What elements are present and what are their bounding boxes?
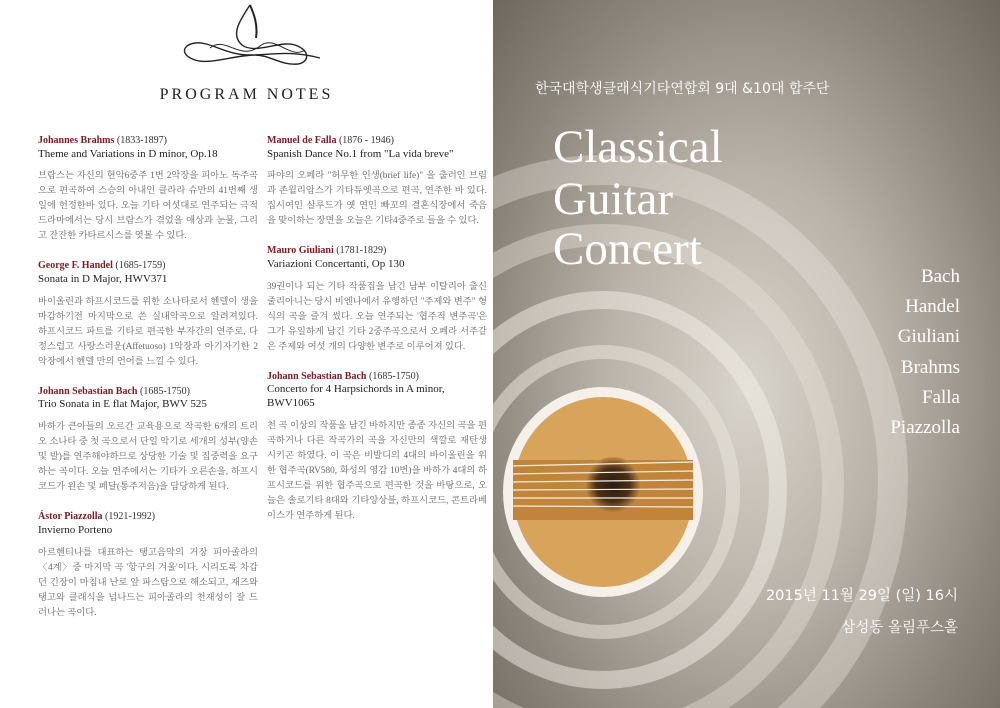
composer-name: Johann Sebastian Bach xyxy=(267,370,367,382)
composer-heading xyxy=(38,511,258,524)
composer-name: Falla xyxy=(922,386,960,408)
composer-years: (1685-1759) xyxy=(115,260,166,272)
composer-list xyxy=(890,262,960,443)
composer-name: Giuliani xyxy=(897,326,960,348)
composer-heading xyxy=(267,135,487,148)
composer-name: Brahms xyxy=(900,356,960,378)
work-title: Trio Sonata in E flat Major, BWV 525 xyxy=(38,398,207,411)
composer-heading xyxy=(38,135,258,148)
concert-date: 2015년 11월 29일 (일) 16시 xyxy=(765,588,958,604)
composer-name: Johannes Brahms xyxy=(38,135,115,146)
composer-name: Mauro Giuliani xyxy=(267,245,334,257)
composer-heading xyxy=(38,386,258,399)
work-description: 브람스는 자신의 현악6중주 1번 2악장을 피아노 독주곡으로 편곡하여 스승의 아내인 클라라 슈만의 41번째 생일에 헌정한바 있다. 오늘 기타 여섯대로 연주되는 극적 드라마에서는 당시 브람스가 겪었을 애상과 눈물, 그리고 잔잔한 카타르시스를 엿볼 수 있다. xyxy=(38,171,258,242)
composer-name: Johann Sebastian Bach xyxy=(38,385,138,397)
work-title: Theme and Variations in D minor, Op.18 xyxy=(38,147,218,160)
title-line-1: Classical xyxy=(553,121,723,173)
work-description: 아르헨티나를 대표하는 탱고음악의 거장 피아졸라의 〈4계〉중 마지막 곡 '항구의 겨울'이다. 시리도록 차갑던 긴장이 마침내 난로 앞 파스탐으로 해소되고, 재즈와 탱고와 클래식을 넘나드는 피아졸라의 천재성이 잘 드러나는 곡이다. xyxy=(38,547,258,618)
notes-column-2 xyxy=(267,135,487,540)
work-description: 파야의 오페라 "허무한 인생(brief life)" 을 출러인 브림과 존윌리암스가 기타듀엣곡으로 편곡, 연주한 바 있다. 집시여인 살루드가 옛 연인 빠꼬의 결혼식장에서 죽음을 맞이하는 장면을 오늘은 기타4중주로 들을 수 있다. xyxy=(267,171,487,227)
work-description: 바이올린과 하프시코드를 위한 소나타로서 헨델이 생을 마감하기전 마지막으로 쓴 실내악곡으로 알려져있다. 하프시코드 파트를 기타로 편곡한 부자간의 연주로, 다정스럽고 사랑스러운(Affetuoso) 1악장과 아기자기한 2악장에서 헨델 만의 언어를 느낄 수 있다. xyxy=(38,296,258,367)
program-notes-page xyxy=(0,0,493,708)
title-line-3: Concert xyxy=(553,223,702,275)
composer-heading xyxy=(267,245,487,258)
program-entry xyxy=(267,135,487,229)
composer-name: Piazzolla xyxy=(890,417,960,439)
composer-name: Ástor Piazzolla xyxy=(38,511,103,523)
composer-name: Bach xyxy=(920,266,960,287)
work-title: Spanish Dance No.1 from "La vida breve" xyxy=(267,147,454,160)
notes-column-1 xyxy=(38,135,258,637)
work-description: 39권이나 되는 기타 작품집을 남긴 남부 이탈리아 출신 줄리아니는 당시 비엔나에서 유행하던 "주제와 변주" 형식의 곡을 즐겨 썼다. 오늘 연주되는 '협주적 변주곡'은 그가 유일하게 남긴 기타 2중주곡으로서 오페라 서주같은 주제와 여섯 개의 다양한 변주로 이루어져 있다. xyxy=(267,281,487,352)
concert-venue: 삼성동 올림푸스홀 xyxy=(841,620,958,636)
composer-years: (1921-1992) xyxy=(105,511,156,523)
work-description: 바하가 큰아들의 오르간 교육용으로 작곡한 6개의 트리오 소나타 중 첫 곡으로서 단일 악기로 세개의 성부(양손 및 발)를 연주해야하므로 상당한 기술 및 집중력을 요구하는 곡이다. 오늘 연주에서는 기타가 오른손을, 하프시코드가 왼손 및 페달(통주저음)을 담당하게 된다. xyxy=(38,422,258,493)
program-entry xyxy=(38,386,258,495)
work-description: 천 곡 이상의 작품을 남긴 바하지만 종종 자신의 곡을 편곡하거나 다른 작곡가의 곡을 자신만의 색깔로 재탄생시키곤 하였다. 이 곡은 비발디의 4대의 바이올린을 위한 협주곡(RV580, 화성의 영감 10번)을 바하가 4대의 하프시코드를 위한 협주곡으로 편곡한 것을 바탕으로, 오늘은 솔로기타 8대와 기타앙상블, 하프시코드, 콘트라베이스가 연주하게 된다. xyxy=(267,420,487,522)
composer-heading xyxy=(267,371,487,384)
composer-years: (1685-1750) xyxy=(139,385,190,397)
work-title: Variazioni Concertanti, Op 130 xyxy=(267,257,405,270)
work-title: Sonata in D Major, HWV371 xyxy=(38,272,168,285)
program-notes-title: PROGRAM NOTES xyxy=(159,86,334,103)
program-entry xyxy=(38,511,258,620)
program-entry xyxy=(267,245,487,354)
composer-heading xyxy=(38,260,258,273)
work-title: Concerto for 4 Harpsichords in A minor, BWV1065 xyxy=(267,383,445,410)
composer-years: (1781-1829) xyxy=(336,245,387,257)
work-title: Invierno Porteno xyxy=(38,523,113,536)
concert-cover xyxy=(493,0,1000,708)
composer-years: (1685-1750) xyxy=(368,370,419,382)
program-entry xyxy=(267,371,487,524)
program-entry xyxy=(38,135,258,244)
ensemble-header: 한국대학생클래식기타연합회 9대 &10대 합주단 xyxy=(535,81,830,97)
program-entry xyxy=(38,260,258,369)
composer-name: George F. Handel xyxy=(38,260,113,272)
composer-name: Handel xyxy=(905,296,960,318)
title-line-2: Guitar xyxy=(553,173,674,225)
calligraphy-ornament-icon xyxy=(170,0,330,80)
composer-years: (1833-1897) xyxy=(116,135,167,146)
composer-name: Manuel de Falla xyxy=(267,135,337,146)
composer-years: (1876 - 1946) xyxy=(338,135,394,146)
